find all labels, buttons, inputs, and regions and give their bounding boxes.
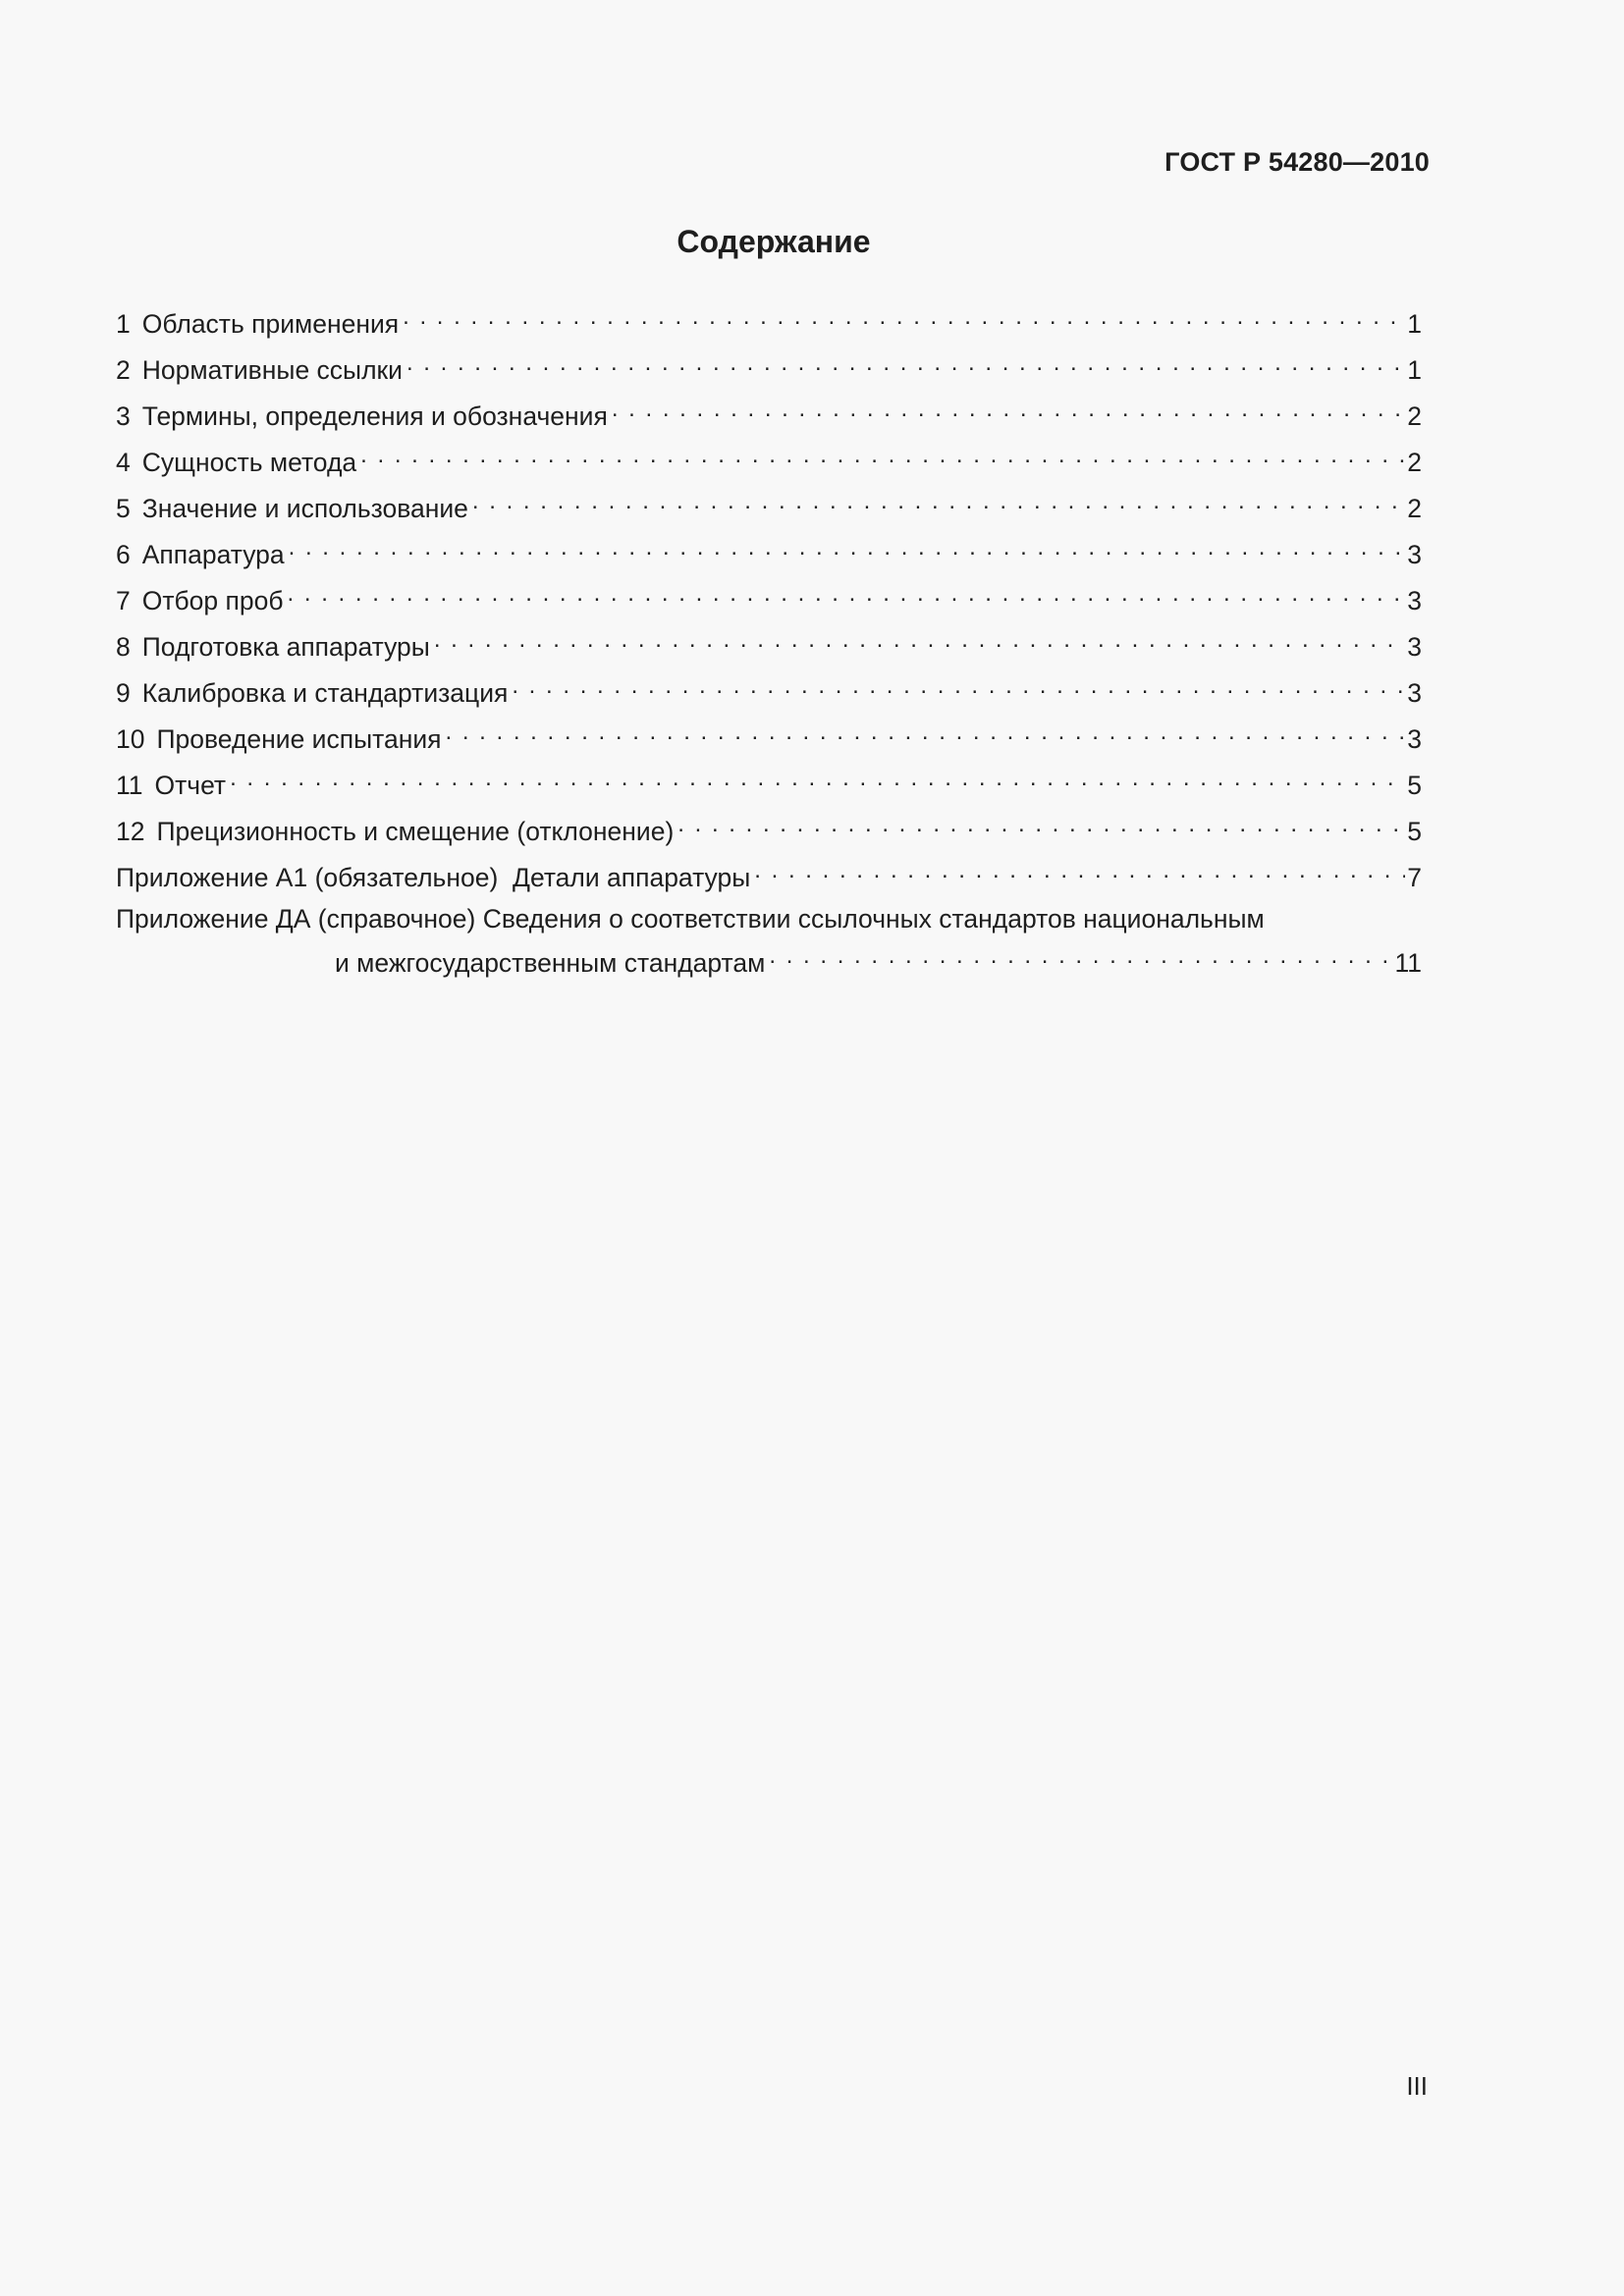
toc-leader-dots [360,443,1405,471]
toc-entry-number: 12 [116,817,145,847]
toc-entry-text: Область применения [141,309,400,340]
toc-entry[interactable] [116,627,1422,673]
toc-entry-text: Подготовка аппаратуры [141,632,430,663]
toc-entry-number: 9 [116,678,131,709]
toc-entry-label [116,678,512,709]
toc-leader-dots [512,673,1405,702]
page-number: III [1406,2071,1428,2101]
toc-leader-dots [434,627,1405,656]
toc-leader-dots [230,766,1405,794]
toc-entry-label [116,401,612,432]
toc-entry-page: 2 [1407,494,1422,524]
toc-entry[interactable] [116,673,1422,720]
toc-entry-number: 5 [116,494,131,524]
toc-entry-number: 1 [116,309,131,340]
toc-leader-dots [289,535,1406,563]
table-of-contents [116,304,1422,989]
toc-entry-number: 8 [116,632,131,663]
toc-entry[interactable] [116,535,1422,581]
toc-entry-page: 5 [1407,771,1422,801]
toc-entry[interactable] [116,766,1422,812]
toc-entry-number: 4 [116,448,131,478]
toc-entry-number: 10 [116,724,145,755]
toc-entry-page: 2 [1407,401,1422,432]
toc-entry-page: 1 [1407,309,1422,340]
toc-entry-label [116,817,677,847]
toc-entry-page: 2 [1407,448,1422,478]
toc-entry[interactable] [116,443,1422,489]
toc-entry-page: 7 [1407,863,1422,893]
page-title: Содержание [677,224,871,259]
toc-entry-label [116,724,446,755]
toc-entry-label [116,771,230,801]
toc-entry-page: 5 [1407,817,1422,847]
toc-entry-page: 3 [1407,632,1422,663]
toc-entry-number: 2 [116,355,131,386]
toc-entry-page: 3 [1407,724,1422,755]
toc-entry[interactable] [116,304,1422,350]
toc-leader-dots [288,581,1406,610]
toc-entry[interactable] [116,581,1422,627]
toc-entry-label [116,632,434,663]
toc-entry-text: Отбор проб [141,586,284,616]
toc-entry[interactable] [116,350,1422,397]
toc-entry-text: Сущность метода [141,448,357,478]
toc-leader-dots [403,304,1405,333]
toc-leader-dots [769,943,1392,972]
toc-entry-label [116,586,288,616]
toc-entry-label: Приложение ДА (справочное) Сведения о соответствии ссылочных стандартов национальным [116,904,1265,934]
toc-entry-number: 11 [116,771,143,801]
toc-entry[interactable] [116,858,1422,904]
toc-entry-text: Проведение испытания [156,724,442,755]
toc-leader-dots [754,858,1405,886]
toc-entry-page: 3 [1407,586,1422,616]
toc-entry-text: Аппаратура [141,540,285,570]
toc-entry-number: 6 [116,540,131,570]
toc-entry-label [116,494,472,524]
toc-leader-dots [446,720,1406,748]
toc-entry[interactable] [116,397,1422,443]
toc-entry-text: Отчет [154,771,227,801]
toc-leader-dots [612,397,1405,425]
toc-entry-text: Калибровка и стандартизация [141,678,509,709]
toc-entry-number: 7 [116,586,131,616]
toc-entry-label [116,863,754,893]
toc-entry-label [116,309,403,340]
toc-entry-page: 11 [1394,948,1422,979]
toc-entry-number: 3 [116,401,131,432]
toc-entry-label-continued: и межгосударственным стандартам [335,948,766,979]
toc-entry-label [116,540,289,570]
toc-entry-text: Нормативные ссылки [141,355,403,386]
toc-entry-label [116,448,360,478]
standard-code: ГОСТ Р 54280—2010 [1164,147,1430,177]
toc-entry-appendix-da[interactable] [116,904,1422,989]
toc-leader-dots [406,350,1405,379]
toc-entry[interactable] [116,720,1422,766]
toc-entry[interactable] [116,489,1422,535]
toc-entry-page: 3 [1407,678,1422,709]
toc-entry-label [116,355,406,386]
toc-entry-text: Значение и использование [141,494,468,524]
toc-entry-page: 3 [1407,540,1422,570]
toc-entry-text: Прецизионность и смещение (отклонение) [156,817,675,847]
toc-entry-page: 1 [1407,355,1422,386]
toc-entry-text: Приложение А1 (обязательное) Детали аппаратуры [116,863,751,893]
toc-entry-text: Термины, определения и обозначения [141,401,608,432]
toc-entry[interactable] [116,812,1422,858]
toc-leader-dots [472,489,1405,517]
toc-leader-dots [677,812,1405,840]
